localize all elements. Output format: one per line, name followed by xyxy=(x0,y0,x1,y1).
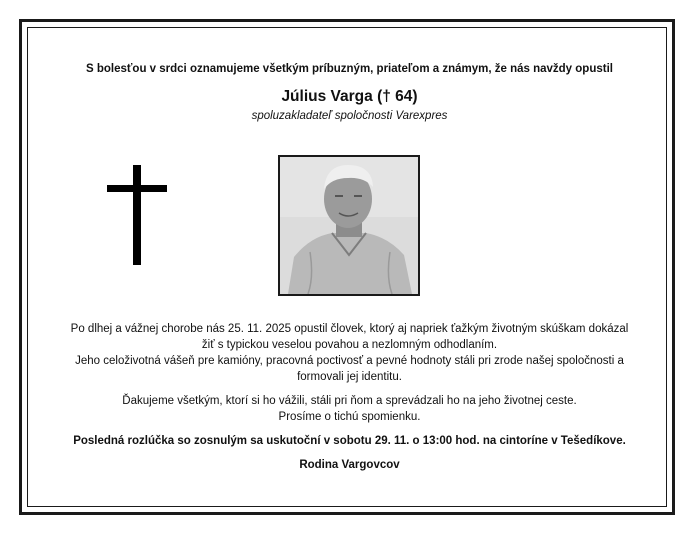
paragraph-line: formovali jej identitu. xyxy=(297,371,402,383)
funeral-info: Posledná rozlúčka so zosnulým sa uskutoční v sobotu 29. 11. o 13:00 hod. na cintoríne v Tešedíkove. xyxy=(73,435,626,447)
portrait-photo xyxy=(278,155,420,296)
paragraph-main xyxy=(0,321,699,385)
deceased-name: Július Varga († 64) xyxy=(281,88,418,105)
paragraph-line: Po dlhej a vážnej chorobe nás 25. 11. 2025 opustil človek, ktorý aj napriek ťažkým životným skúškam dokázal xyxy=(70,323,629,335)
paragraph-line: Prosíme o tichú spomienku. xyxy=(278,411,421,423)
paragraph-line: Ďakujeme všetkým, ktorí si ho vážili, stáli pri ňom a sprevádzali ho na jeho životnej ceste. xyxy=(122,395,577,407)
announcement-intro: S bolesťou v srdci oznamujeme všetkým príbuzným, priateľom a známym, že nás navždy opustil xyxy=(86,63,613,75)
paragraph-line: žiť s typickou veselou povahou a nezlomným odhodlaním. xyxy=(201,339,498,351)
deceased-role: spoluzakladateľ spoločnosti Varexpres xyxy=(251,110,448,122)
signature: Rodina Vargovcov xyxy=(299,459,400,471)
paragraph-thanks xyxy=(0,393,699,425)
paragraph-line: Jeho celoživotná vášeň pre kamióny, pracovná poctivosť a pevné hodnoty stáli pri zrode našej spoločnosti a xyxy=(75,355,624,367)
latin-cross-icon xyxy=(107,165,167,265)
